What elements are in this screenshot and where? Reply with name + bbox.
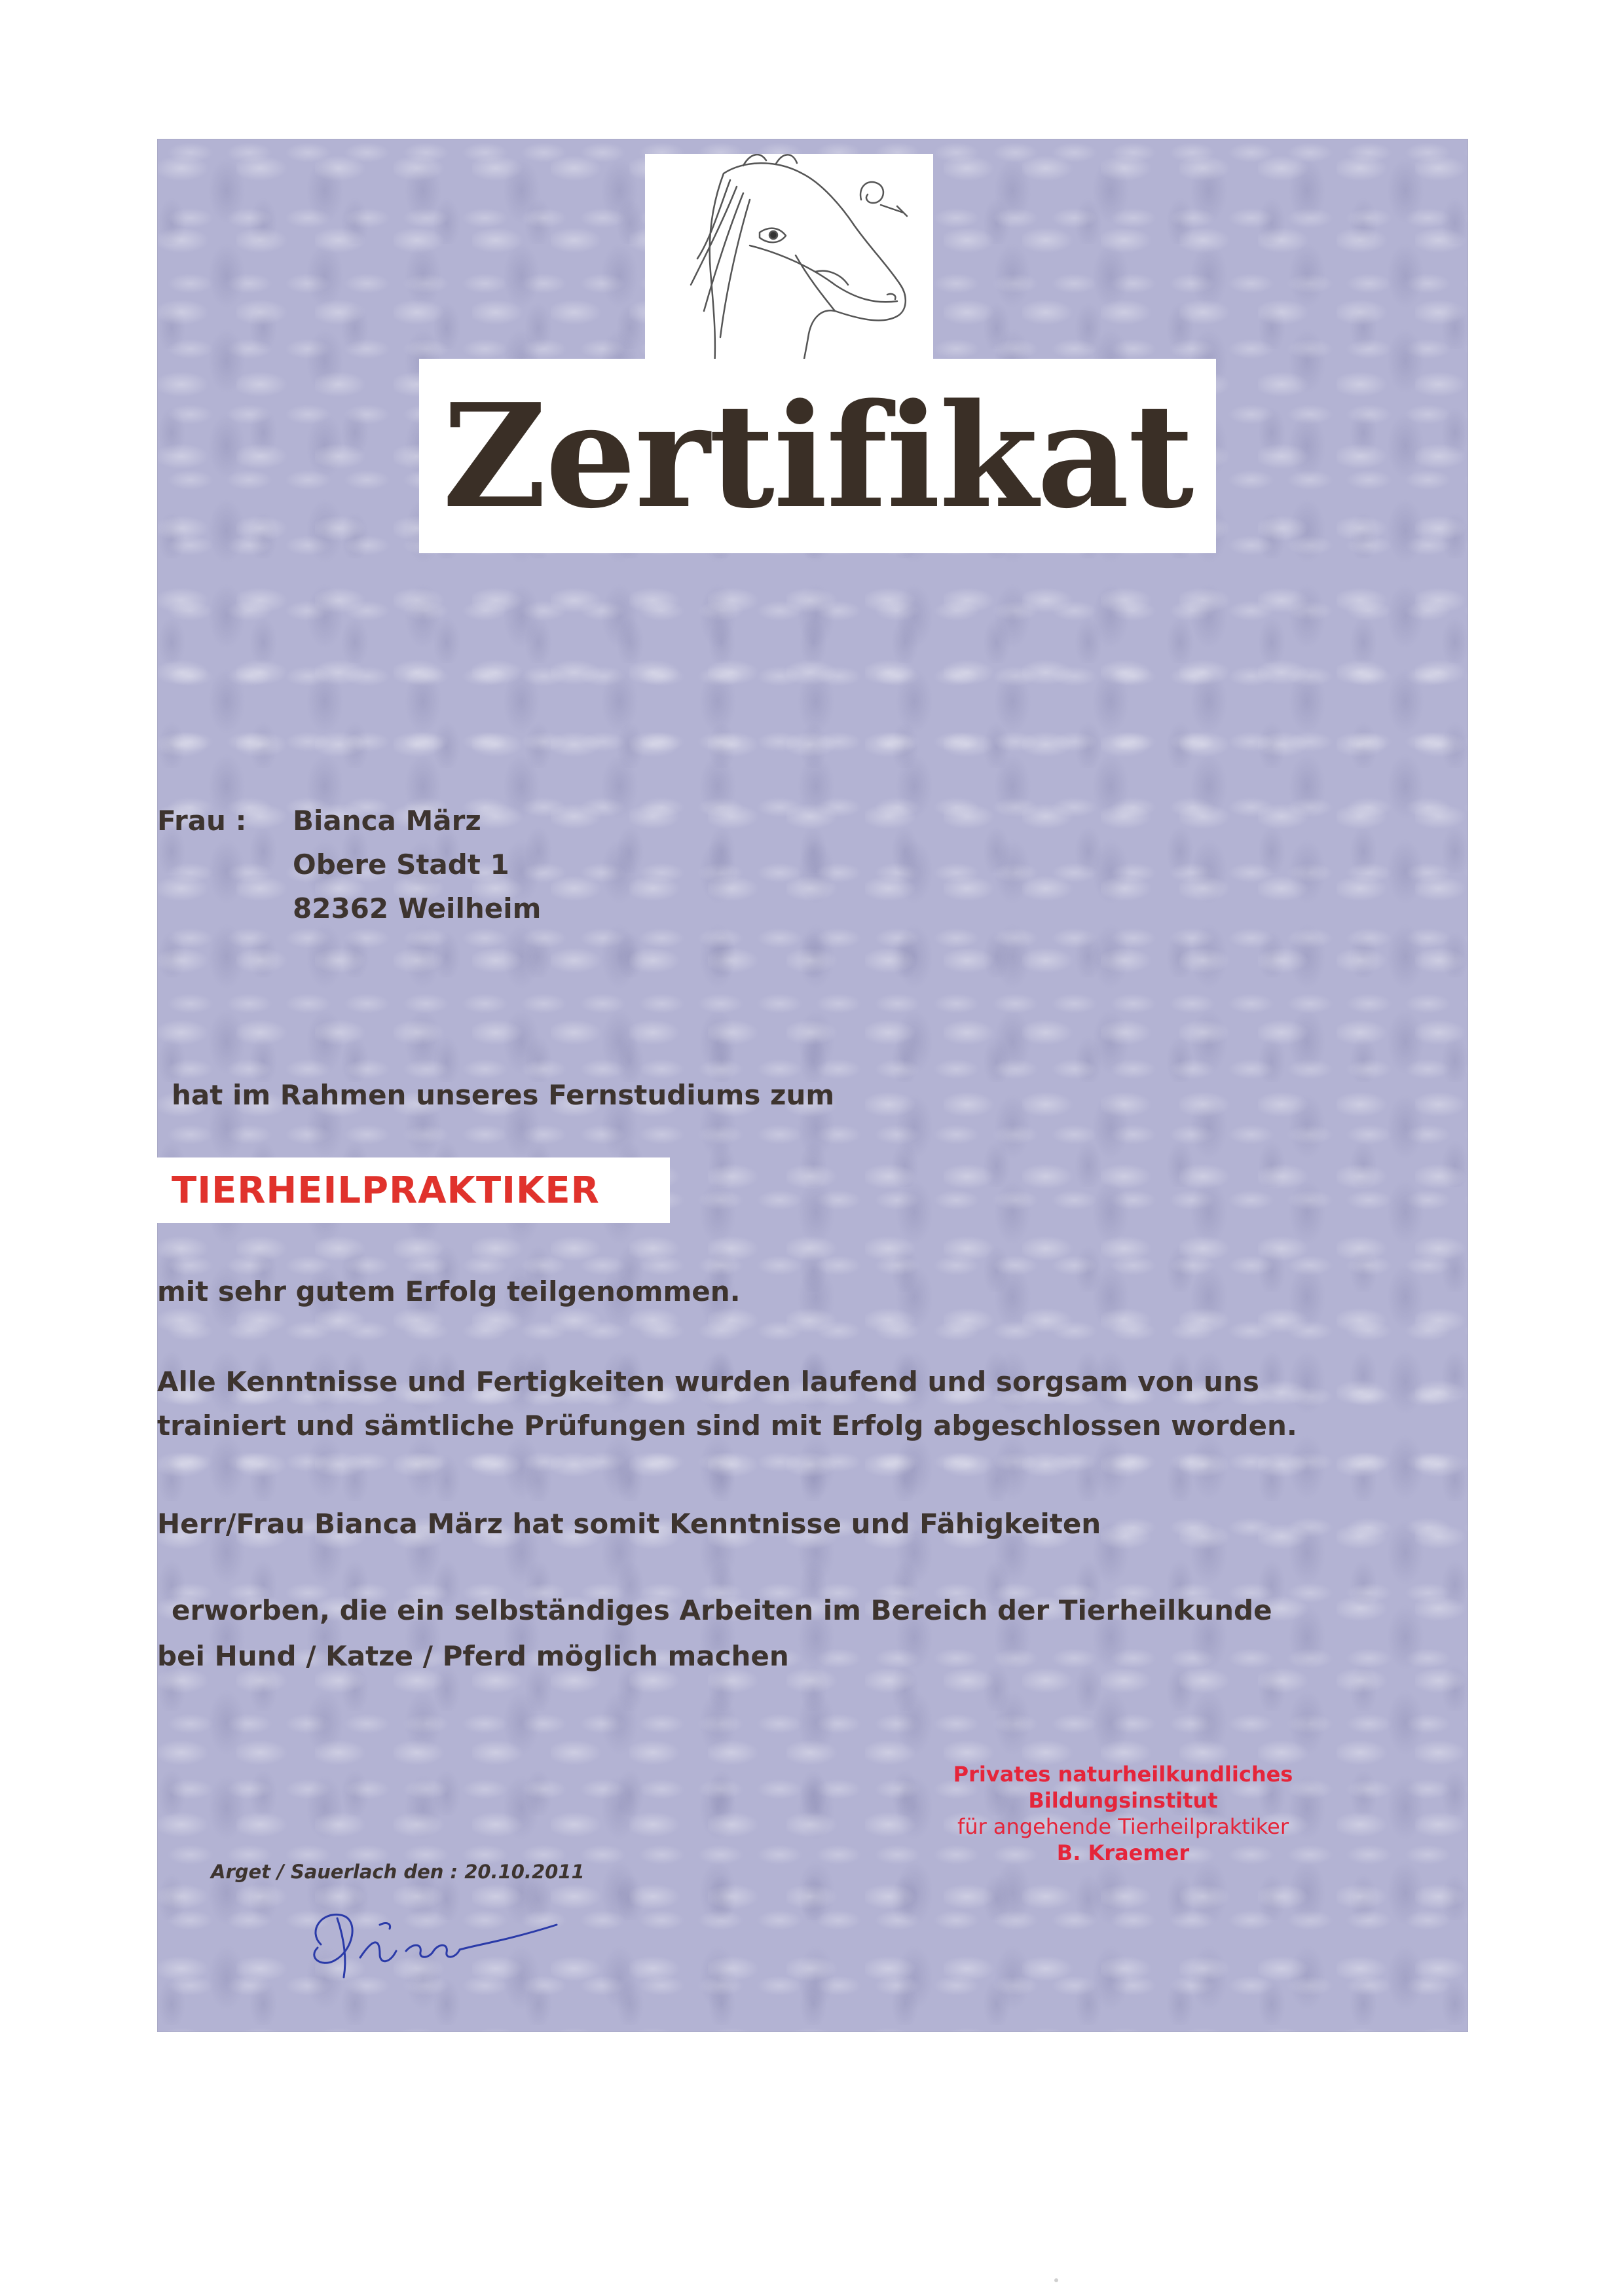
stamp-line2: Bildungsinstitut: [1028, 1788, 1218, 1813]
recipient-name: Bianca März: [293, 805, 481, 837]
stamp-line3: für angehende Tierheilpraktiker: [957, 1814, 1289, 1839]
institute-stamp: [910, 1761, 1336, 1866]
stamp-line1: Privates naturheilkundliches: [953, 1762, 1293, 1787]
course-box: [157, 1157, 670, 1223]
result-text: mit sehr gutem Erfolg teilgenommen.: [157, 1275, 741, 1307]
paragraph1-line1: Alle Kenntnisse und Fertigkeiten wurden laufend und sorgsam von uns: [157, 1366, 1259, 1398]
title-box: [419, 359, 1216, 553]
paragraph2-text: Herr/Frau Bianca März hat somit Kenntnisse und Fähigkeiten: [157, 1508, 1101, 1540]
horse-logo: [645, 154, 933, 380]
paragraph3-line2: bei Hund / Katze / Pferd möglich machen: [157, 1640, 789, 1672]
course-name: TIERHEILPRAKTIKER: [172, 1169, 600, 1212]
recipient-city: 82362 Weilheim: [293, 892, 542, 924]
paragraph1-line2: trainiert und sämtliche Prüfungen sind mit Erfolg abgeschlossen worden.: [157, 1410, 1297, 1442]
intro-text: hat im Rahmen unseres Fernstudiums zum: [172, 1079, 835, 1111]
scan-dot: [1054, 2278, 1058, 2282]
place-date: Arget / Sauerlach den : 20.10.2011: [211, 1861, 585, 1883]
signature-icon: [282, 1886, 583, 1990]
horse-head-icon: [645, 154, 933, 380]
paragraph3-line1: erworben, die ein selbständiges Arbeiten im Bereich der Tierheilkunde: [172, 1594, 1272, 1626]
certificate-title: Zertifikat: [442, 372, 1193, 540]
stamp-line4: B. Kraemer: [1056, 1840, 1190, 1865]
recipient-label: Frau :: [157, 805, 247, 837]
recipient-street: Obere Stadt 1: [293, 848, 509, 881]
